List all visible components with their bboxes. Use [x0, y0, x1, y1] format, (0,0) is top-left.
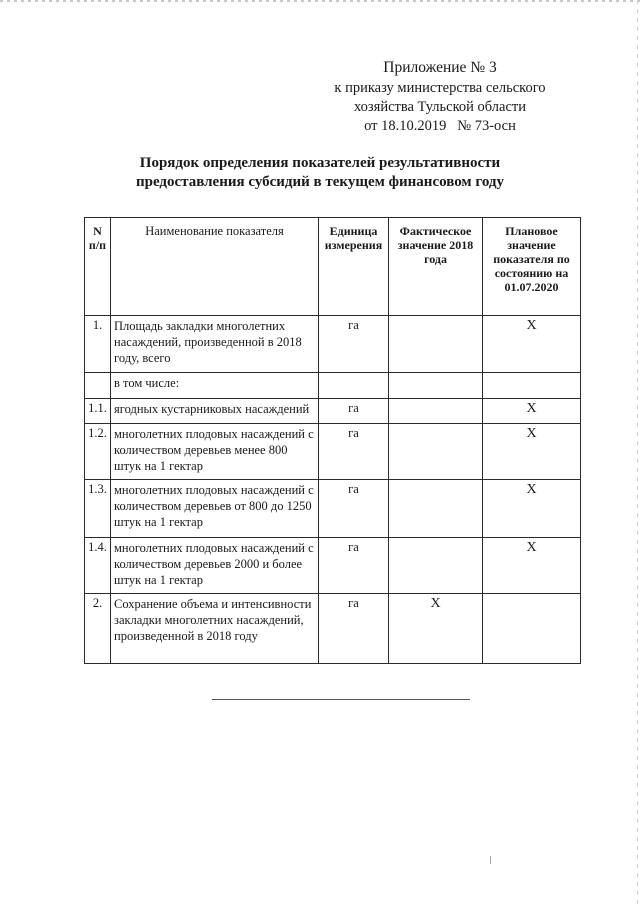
row-num: 2. — [85, 594, 111, 664]
row-plan: X — [483, 316, 581, 373]
row-name: ягодных кустарниковых насаждений — [111, 399, 319, 424]
table-row — [85, 480, 581, 538]
document-title — [100, 154, 540, 192]
row-name: многолетних плодовых насаждений с количеством деревьев от 800 до 1250 штук на 1 гектар — [111, 480, 319, 538]
indicators-table — [84, 217, 581, 664]
row-unit: га — [319, 399, 389, 424]
row-unit — [319, 373, 389, 399]
row-fact — [389, 399, 483, 424]
appendix-ministry-line: хозяйства Тульской области — [353, 99, 527, 115]
header-num: N п/п — [85, 218, 111, 316]
row-plan: X — [483, 480, 581, 538]
appendix-header — [320, 58, 560, 136]
table-row — [85, 316, 581, 373]
row-unit: га — [319, 480, 389, 538]
row-fact: X — [389, 594, 483, 664]
row-name: многолетних плодовых насаждений с количеством деревьев менее 800 штук на 1 гектар — [111, 424, 319, 480]
row-name: Сохранение объема и интенсивности закладки многолетних насаждений, произведенной в 2018 году — [111, 594, 319, 664]
row-fact — [389, 316, 483, 373]
row-name: в том числе: — [111, 373, 319, 399]
row-num: 1.3. — [85, 480, 111, 538]
title-line-2: предоставления субсидий в текущем финансовом году — [135, 174, 504, 190]
footer-rule — [212, 699, 470, 700]
row-unit: га — [319, 594, 389, 664]
row-plan: X — [483, 424, 581, 480]
scan-edge-right — [637, 0, 638, 905]
row-name: многолетних плодовых насаждений с количеством деревьев 2000 и более штук на 1 гектар — [111, 538, 319, 594]
table-row — [85, 399, 581, 424]
row-num: 1.1. — [85, 399, 111, 424]
row-plan: X — [483, 399, 581, 424]
table-row — [85, 424, 581, 480]
row-unit: га — [319, 424, 389, 480]
appendix-date-line: от 18.10.2019 № 73-осн — [364, 118, 516, 134]
row-plan: X — [483, 538, 581, 594]
header-plan: Плановое значение показателя по состоянию на 01.07.2020 — [483, 218, 581, 316]
row-plan — [483, 373, 581, 399]
appendix-order-line: к приказу министерства сельского — [334, 80, 546, 96]
row-unit: га — [319, 316, 389, 373]
title-line-1: Порядок определения показателей результативности — [139, 155, 501, 171]
row-unit: га — [319, 538, 389, 594]
appendix-number: Приложение № 3 — [383, 59, 497, 76]
header-unit: Единица измерения — [319, 218, 389, 316]
row-num: 1.4. — [85, 538, 111, 594]
row-fact — [389, 480, 483, 538]
table-header-row — [85, 218, 581, 316]
scan-edge-top — [0, 0, 640, 2]
table-row — [85, 538, 581, 594]
table-row — [85, 373, 581, 399]
row-num — [85, 373, 111, 399]
row-fact — [389, 538, 483, 594]
table-row — [85, 594, 581, 664]
row-num: 1. — [85, 316, 111, 373]
header-name: Наименование показателя — [111, 218, 319, 316]
header-fact: Фактическое значение 2018 года — [389, 218, 483, 316]
row-num: 1.2. — [85, 424, 111, 480]
row-name: Площадь закладки многолетних насаждений, произведенной в 2018 году, всего — [111, 316, 319, 373]
row-fact — [389, 373, 483, 399]
row-plan — [483, 594, 581, 664]
row-fact — [389, 424, 483, 480]
scan-mark — [490, 856, 491, 864]
